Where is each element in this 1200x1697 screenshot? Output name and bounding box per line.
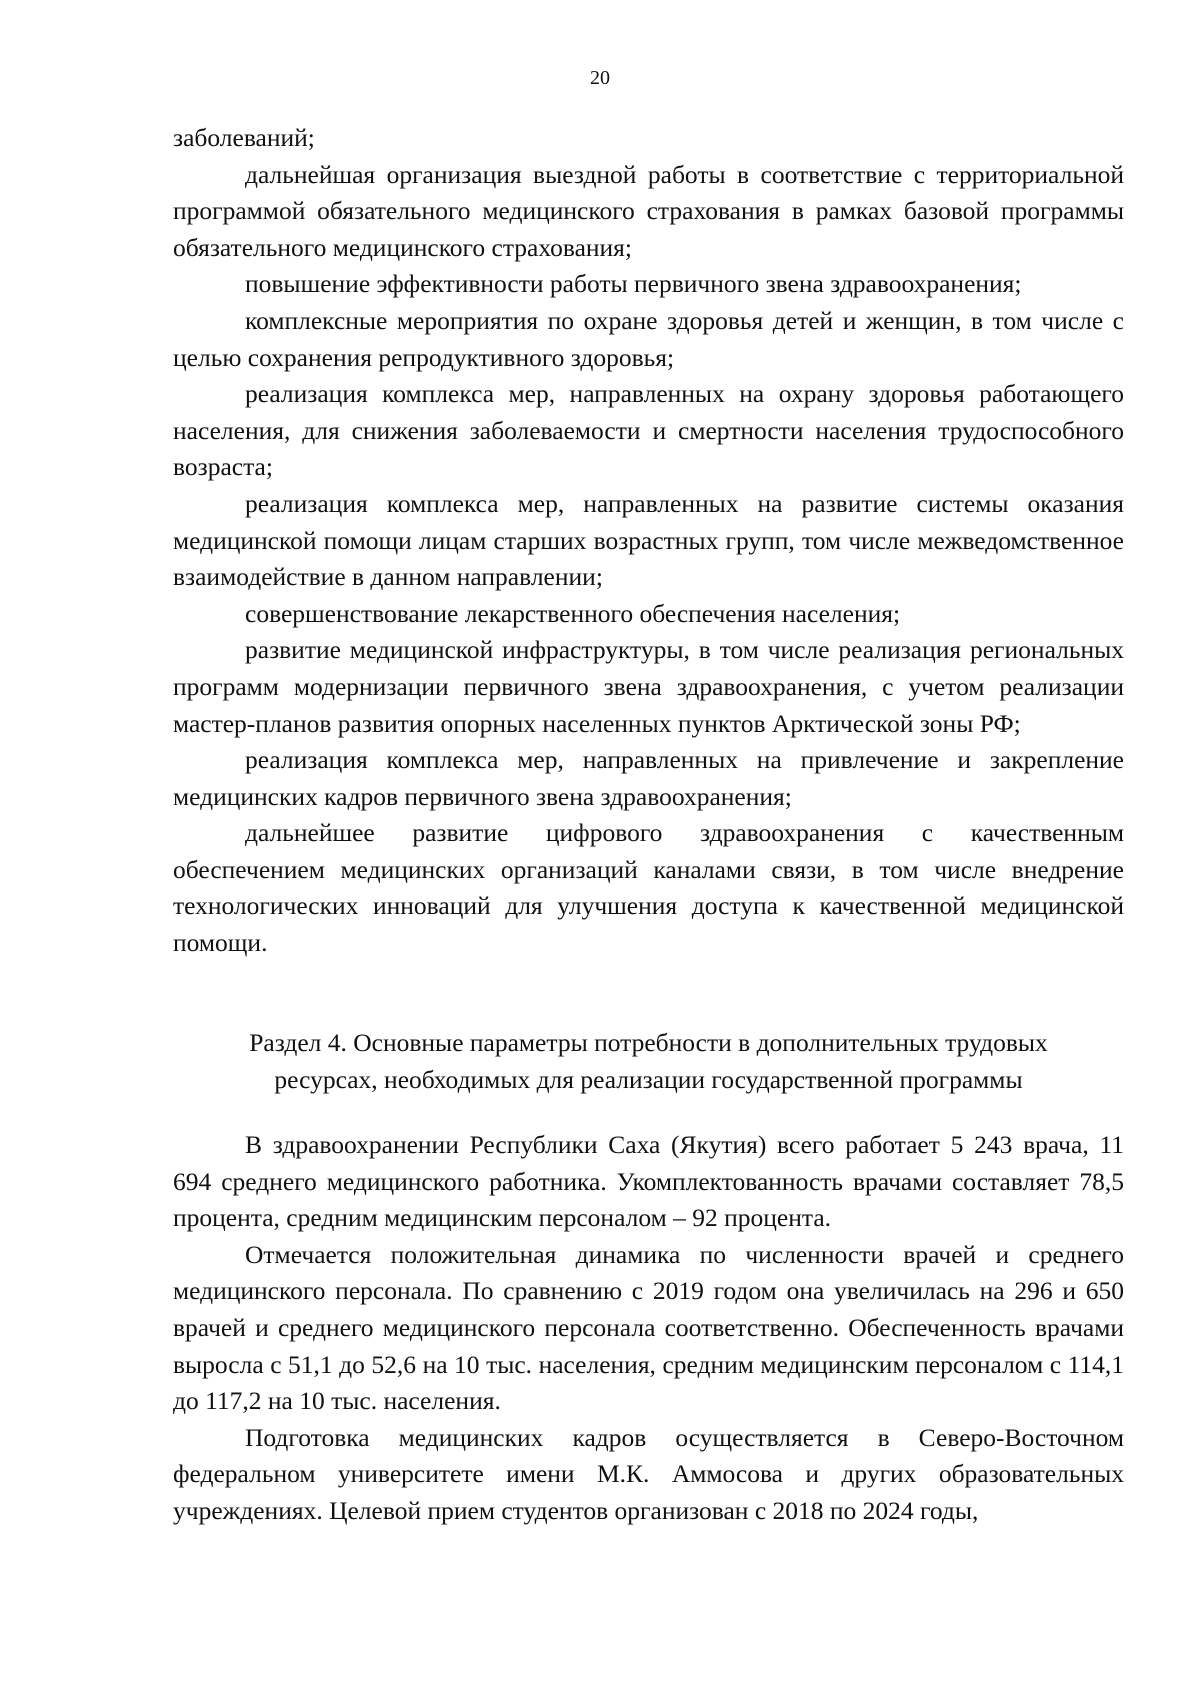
page-number: 20: [590, 67, 610, 89]
paragraph: В здравоохранении Республики Саха (Якутия) всего работает 5 243 врача, 11 694 среднего медицинского работника. Укомплектованность врачами составляет 78,5 процента, средним медицинским персоналом – 92 процента.: [173, 1130, 1124, 1233]
section-heading-line: ресурсах, необходимых для реализации государственной программы: [274, 1064, 1023, 1094]
list-item: развитие медицинской инфраструктуры, в том числе реализация региональных программ модернизации первичного звена здравоохранения, с учетом реализации мастер-планов развития опорных населенных пунктов Арктической зоны РФ;: [173, 635, 1124, 738]
list-item: реализация комплекса мер, направленных на охрану здоровья работающего населения, для снижения заболеваемости и смертности населения трудоспособного возраста;: [173, 379, 1124, 482]
list-item: повышение эффективности работы первичного звена здравоохранения;: [245, 269, 1022, 299]
paragraph: Подготовка медицинских кадров осуществляется в Северо-Восточном федеральном университете имени М.К. Аммосова и других образовательных учреждениях. Целевой прием студентов организован с 2018 по 2024 годы,: [173, 1422, 1124, 1525]
list-item: дальнейшая организация выездной работы в соответствие с территориальной программой обязательного медицинского страхования в рамках базовой программы обязательного медицинского страхования;: [173, 159, 1124, 262]
list-item: комплексные мероприятия по охране здоровья детей и женщин, в том числе с целью сохранения репродуктивного здоровья;: [173, 305, 1124, 372]
section-heading: [173, 1025, 1124, 1098]
list-item: реализация комплекса мер, направленных на привлечение и закрепление медицинских кадров первичного звена здравоохранения;: [173, 745, 1124, 811]
section-heading-line: Раздел 4. Основные параметры потребности в дополнительных трудовых: [249, 1028, 1048, 1057]
paragraph: Отмечается положительная динамика по численности врачей и среднего медицинского персонала. По сравнению с 2019 годом она увеличилась на 296 и 650 врачей и среднего медицинского персонала соответственно. Обеспеченность врачами выросла с 51,1 до 52,6 на 10 тыс. населения, средним медицинским персоналом с 114,1 до 117,2 на 10 тыс. населения.: [173, 1239, 1124, 1416]
measures-list: [173, 120, 1124, 962]
list-item: реализация комплекса мер, направленных на развитие системы оказания медицинской помощи лицам старших возрастных групп, том числе межведомственное взаимодействие в данном направлении;: [173, 488, 1124, 592]
list-item: совершенствование лекарственного обеспечения населения;: [245, 598, 901, 628]
list-item-continuation: заболеваний;: [173, 123, 315, 152]
section-body: [173, 1127, 1124, 1530]
list-item: дальнейшее развитие цифрового здравоохранения с качественным обеспечением медицинских организаций каналами связи, в том числе внедрение технологических инноваций для улучшения доступа к качественной медицинской помощи.: [173, 818, 1124, 958]
